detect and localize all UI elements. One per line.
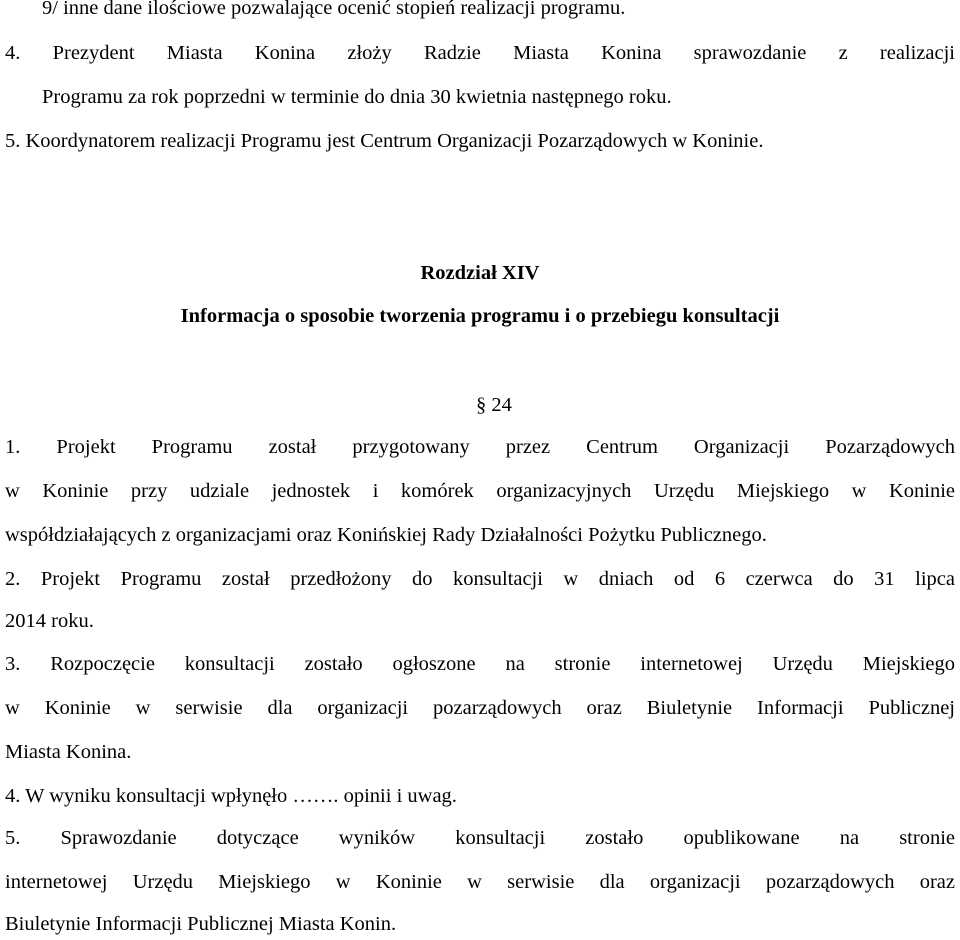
paragraph-2-line-2: 2014 roku. xyxy=(5,610,94,632)
paragraph-1-line-1: 1. Projekt Programu został przygotowany przez Centrum Organizacji Pozarządowych xyxy=(5,436,955,458)
paragraph-5-line-2: internetowej Urzędu Miejskiego w Koninie w serwisie dla organizacji pozarządowych oraz xyxy=(5,871,955,893)
paragraph-number: § 24 xyxy=(476,394,512,416)
list-item-9: 9/ inne dane ilościowe pozwalające ocenić stopień realizacji programu. xyxy=(42,0,626,19)
paragraph-3-line-2: w Koninie w serwisie dla organizacji pozarządowych oraz Biuletynie Informacji Publicznej xyxy=(5,697,955,719)
paragraph-5-line-3: Biuletynie Informacji Publicznej Miasta Konin. xyxy=(5,913,397,935)
list-item-5: 5. Koordynatorem realizacji Programu jest Centrum Organizacji Pozarządowych w Koninie. xyxy=(5,130,764,152)
paragraph-1-line-3: współdziałających z organizacjami oraz Konińskiej Rady Działalności Pożytku Publicznego. xyxy=(5,524,767,546)
paragraph-3-line-1: 3. Rozpoczęcie konsultacji zostało ogłoszone na stronie internetowej Urzędu Miejskiego xyxy=(5,653,955,675)
paragraph-4: 4. W wyniku konsultacji wpłynęło ……. opinii i uwag. xyxy=(5,785,457,807)
list-item-4-line-1: 4. Prezydent Miasta Konina złoży Radzie Miasta Konina sprawozdanie z realizacji xyxy=(5,42,955,64)
chapter-title: Informacja o sposobie tworzenia programu i o przebiegu konsultacji xyxy=(180,305,780,327)
list-item-4-line-2: Programu za rok poprzedni w terminie do dnia 30 kwietnia następnego roku. xyxy=(42,86,672,108)
paragraph-1-line-2: w Koninie przy udziale jednostek i komórek organizacyjnych Urzędu Miejskiego w Koninie xyxy=(5,480,955,502)
paragraph-5-line-1: 5. Sprawozdanie dotyczące wyników konsultacji zostało opublikowane na stronie xyxy=(5,827,955,849)
chapter-number: Rozdział XIV xyxy=(420,262,540,284)
paragraph-3-line-3: Miasta Konina. xyxy=(5,741,132,763)
paragraph-2-line-1: 2. Projekt Programu został przedłożony do konsultacji w dniach od 6 czerwca do 31 lipca xyxy=(5,568,955,590)
